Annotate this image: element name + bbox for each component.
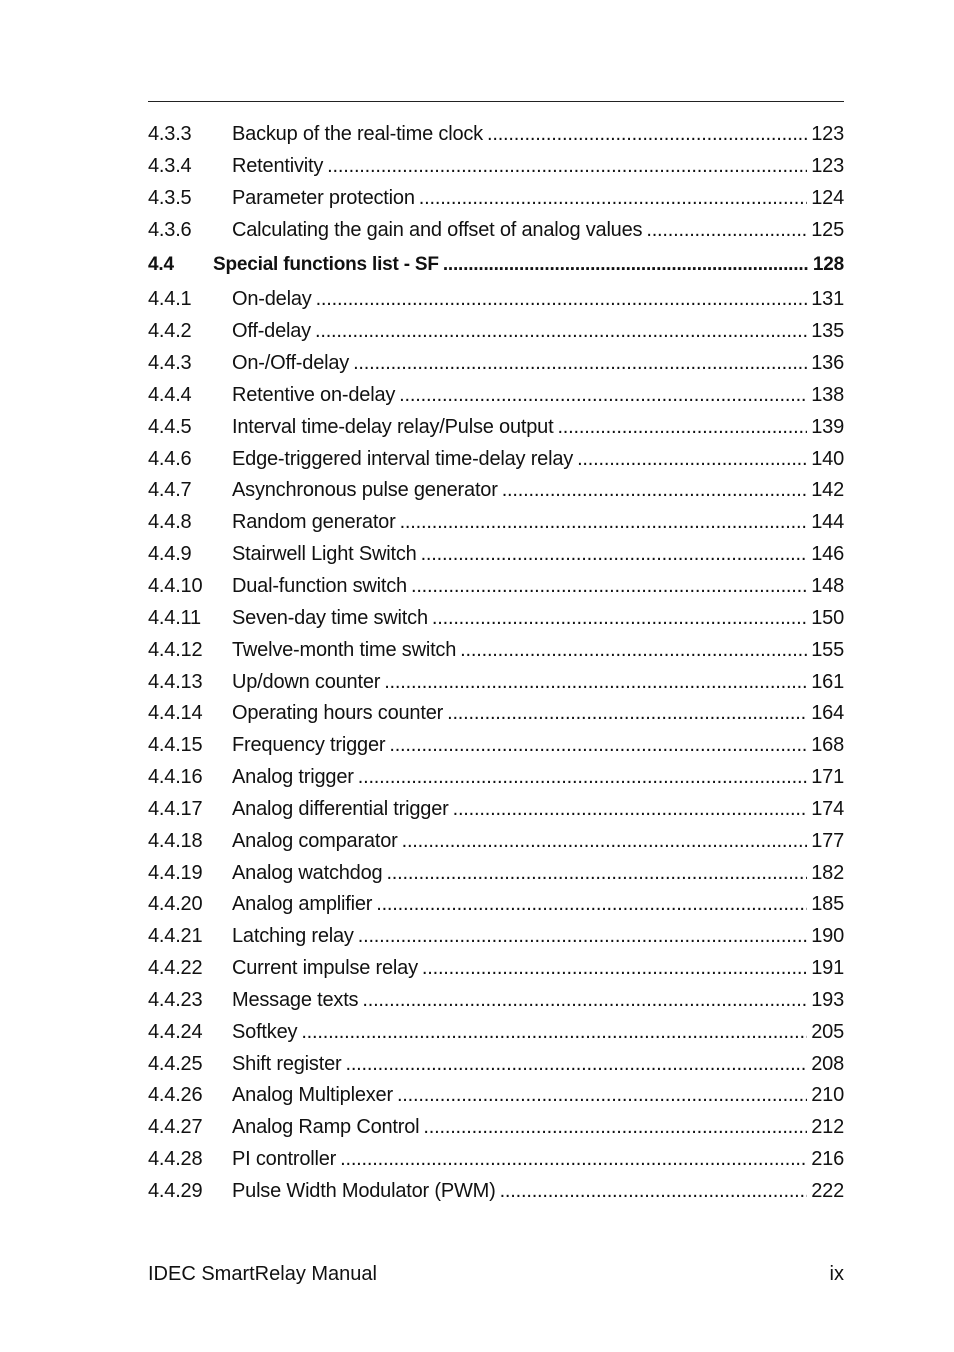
table-of-contents bbox=[148, 119, 844, 1208]
toc-entry[interactable] bbox=[148, 1112, 844, 1144]
toc-entry-page: 135 bbox=[811, 320, 844, 343]
toc-entry[interactable] bbox=[148, 284, 844, 316]
toc-entry-number: 4.3.5 bbox=[148, 186, 192, 209]
toc-entry-page: 161 bbox=[811, 670, 844, 693]
toc-entry[interactable] bbox=[148, 119, 844, 151]
toc-entry-number: 4.4.24 bbox=[148, 1020, 203, 1043]
toc-entry-title: Pulse Width Modulator (PWM) bbox=[232, 1180, 496, 1202]
toc-entry-number: 4.4.13 bbox=[148, 670, 203, 693]
toc-entry-number: 4.4.4 bbox=[148, 383, 192, 406]
toc-entry-title: Analog trigger bbox=[232, 766, 354, 789]
toc-entry-page: 210 bbox=[811, 1084, 844, 1107]
toc-entry-number: 4.4.3 bbox=[148, 352, 192, 375]
toc-entry-title: Analog Ramp Control bbox=[232, 1116, 420, 1139]
toc-entry-title: Calculating the gain and offset of analog values bbox=[232, 218, 643, 241]
toc-entry-page: 125 bbox=[811, 218, 844, 241]
toc-dot-leader bbox=[301, 1017, 807, 1049]
toc-entry-title: Edge-triggered interval time-delay relay bbox=[232, 447, 574, 470]
toc-entry[interactable] bbox=[148, 667, 844, 699]
toc-entry-page: 182 bbox=[811, 861, 844, 884]
toc-entry[interactable] bbox=[148, 635, 844, 667]
toc-entry[interactable] bbox=[148, 794, 844, 826]
toc-entry-title: Retentive on-delay bbox=[232, 383, 396, 406]
toc-entry-page: 174 bbox=[811, 797, 844, 820]
toc-dot-leader bbox=[432, 603, 807, 635]
toc-dot-leader bbox=[399, 380, 807, 412]
toc-dot-leader bbox=[376, 889, 807, 921]
toc-dot-leader bbox=[453, 794, 808, 826]
toc-entry[interactable] bbox=[148, 858, 844, 890]
toc-entry-page: 193 bbox=[811, 988, 844, 1011]
header-rule bbox=[148, 101, 844, 102]
toc-entry[interactable] bbox=[148, 1049, 844, 1081]
toc-entry-number: 4.4.16 bbox=[148, 766, 203, 789]
toc-entry-number: 4.4.28 bbox=[148, 1148, 203, 1171]
toc-entry-page: 136 bbox=[811, 352, 844, 375]
toc-entry[interactable] bbox=[148, 507, 844, 539]
toc-entry[interactable] bbox=[148, 985, 844, 1017]
toc-entry-title: Softkey bbox=[232, 1020, 298, 1043]
toc-entry-number: 4.3.4 bbox=[148, 154, 192, 177]
toc-entry-title: PI controller bbox=[232, 1148, 337, 1171]
toc-entry-title: Parameter protection bbox=[232, 186, 415, 209]
toc-entry-number: 4.4.7 bbox=[148, 479, 192, 502]
toc-entry-title: Up/down counter bbox=[232, 670, 381, 693]
toc-dot-leader bbox=[315, 316, 807, 348]
toc-dot-leader bbox=[340, 1144, 807, 1176]
page-footer bbox=[148, 1260, 844, 1288]
toc-entry-page: 190 bbox=[811, 925, 844, 948]
toc-entry-page: 124 bbox=[811, 186, 844, 209]
toc-entry-number: 4.4.29 bbox=[148, 1180, 203, 1202]
toc-entry-title: Message texts bbox=[232, 988, 359, 1011]
toc-entry-title: Analog Multiplexer bbox=[232, 1084, 393, 1107]
toc-entry-number: 4.4.14 bbox=[148, 702, 203, 725]
toc-dot-leader bbox=[327, 151, 807, 183]
toc-entry-number: 4.3.6 bbox=[148, 218, 192, 241]
toc-entry-title: Asynchronous pulse generator bbox=[232, 479, 498, 502]
toc-dot-leader bbox=[447, 698, 807, 730]
toc-entry-page: 131 bbox=[811, 288, 844, 311]
toc-entry-page: 148 bbox=[811, 574, 844, 597]
toc-entry-number: 4.4.19 bbox=[148, 861, 203, 884]
toc-dot-leader bbox=[345, 1049, 807, 1081]
toc-entry-number: 4.4.18 bbox=[148, 829, 203, 852]
toc-entry[interactable] bbox=[148, 1080, 844, 1112]
toc-entry-title: Twelve-month time switch bbox=[232, 638, 457, 661]
toc-entry-title: Backup of the real-time clock bbox=[232, 123, 483, 145]
toc-entry-page: 191 bbox=[811, 957, 844, 980]
toc-entry-page: 216 bbox=[811, 1148, 844, 1171]
toc-dot-leader bbox=[460, 635, 807, 667]
toc-entry-title: Analog watchdog bbox=[232, 861, 383, 884]
toc-entry-number: 4.4.5 bbox=[148, 415, 192, 438]
footer-page-number: ix bbox=[829, 1263, 844, 1285]
toc-dot-leader bbox=[577, 444, 807, 476]
toc-entry-page: 144 bbox=[811, 511, 844, 534]
toc-dot-leader bbox=[487, 119, 807, 151]
toc-entry[interactable] bbox=[148, 475, 844, 507]
toc-entry-number: 4.4.1 bbox=[148, 288, 192, 311]
toc-entry[interactable] bbox=[148, 603, 844, 635]
toc-dot-leader bbox=[411, 571, 807, 603]
toc-dot-leader bbox=[423, 1112, 807, 1144]
toc-dot-leader bbox=[557, 412, 807, 444]
toc-dot-leader bbox=[358, 921, 807, 953]
toc-entry-page: 205 bbox=[811, 1020, 844, 1043]
toc-entry-page: 123 bbox=[811, 123, 844, 145]
toc-dot-leader bbox=[384, 667, 807, 699]
toc-entry-title: Analog comparator bbox=[232, 829, 398, 852]
toc-entry-title: Shift register bbox=[232, 1052, 342, 1075]
toc-entry-title: On-delay bbox=[232, 288, 312, 311]
toc-entry-number: 4.4.2 bbox=[148, 320, 192, 343]
toc-entry-title: Analog amplifier bbox=[232, 893, 373, 916]
toc-dot-leader bbox=[502, 475, 808, 507]
toc-section-entry[interactable] bbox=[148, 243, 844, 287]
toc-entry-page: 212 bbox=[811, 1116, 844, 1139]
toc-entry[interactable] bbox=[148, 348, 844, 380]
toc-entry-page: 146 bbox=[811, 543, 844, 566]
toc-entry-page: 123 bbox=[811, 154, 844, 177]
toc-entry-page: 142 bbox=[811, 479, 844, 502]
toc-entry[interactable] bbox=[148, 444, 844, 476]
toc-entry[interactable] bbox=[148, 1144, 844, 1176]
toc-entry-number: 4.4 bbox=[148, 254, 174, 276]
toc-entry-title: Latching relay bbox=[232, 925, 354, 948]
toc-dot-leader bbox=[419, 183, 807, 215]
toc-entry[interactable] bbox=[148, 1176, 844, 1208]
footer-manual-title: IDEC SmartRelay Manual bbox=[148, 1263, 377, 1285]
toc-entry-title: Operating hours counter bbox=[232, 702, 444, 725]
toc-dot-leader bbox=[443, 243, 809, 287]
toc-entry-number: 4.4.22 bbox=[148, 957, 203, 980]
toc-entry-page: 185 bbox=[811, 893, 844, 916]
toc-entry-page: 168 bbox=[811, 734, 844, 757]
toc-entry-number: 4.4.17 bbox=[148, 797, 203, 820]
toc-entry-page: 155 bbox=[811, 638, 844, 661]
toc-entry-title: On-/Off-delay bbox=[232, 352, 350, 375]
toc-entry-number: 4.3.3 bbox=[148, 123, 192, 145]
toc-entry-title: Interval time-delay relay/Pulse output bbox=[232, 415, 554, 438]
toc-entry-page: 222 bbox=[811, 1180, 844, 1202]
toc-dot-leader bbox=[500, 1176, 808, 1208]
toc-dot-leader bbox=[421, 539, 808, 571]
toc-entry[interactable] bbox=[148, 151, 844, 183]
toc-entry[interactable] bbox=[148, 571, 844, 603]
toc-entry[interactable] bbox=[148, 921, 844, 953]
toc-entry[interactable] bbox=[148, 215, 844, 247]
toc-dot-leader bbox=[400, 507, 808, 539]
toc-entry[interactable] bbox=[148, 1017, 844, 1049]
toc-entry[interactable] bbox=[148, 730, 844, 762]
toc-entry-page: 177 bbox=[811, 829, 844, 852]
toc-entry-number: 4.4.6 bbox=[148, 447, 192, 470]
toc-entry-number: 4.4.8 bbox=[148, 511, 192, 534]
toc-entry[interactable] bbox=[148, 316, 844, 348]
toc-entry-title: Current impulse relay bbox=[232, 957, 418, 980]
toc-entry[interactable] bbox=[148, 826, 844, 858]
toc-entry-page: 139 bbox=[811, 415, 844, 438]
toc-entry-number: 4.4.9 bbox=[148, 543, 192, 566]
toc-dot-leader bbox=[389, 730, 807, 762]
toc-entry-title: Seven-day time switch bbox=[232, 606, 428, 629]
toc-dot-leader bbox=[353, 348, 807, 380]
toc-dot-leader bbox=[646, 215, 807, 247]
toc-dot-leader bbox=[362, 985, 807, 1017]
toc-entry-number: 4.4.20 bbox=[148, 893, 203, 916]
toc-dot-leader bbox=[397, 1080, 807, 1112]
toc-entry-page: 150 bbox=[811, 606, 844, 629]
toc-entry-number: 4.4.23 bbox=[148, 988, 203, 1011]
toc-entry-page: 140 bbox=[811, 447, 844, 470]
toc-dot-leader bbox=[422, 953, 807, 985]
toc-entry[interactable] bbox=[148, 889, 844, 921]
toc-dot-leader bbox=[358, 762, 807, 794]
toc-entry-title: Special functions list - SF bbox=[213, 254, 439, 276]
toc-entry-title: Analog differential trigger bbox=[232, 797, 449, 820]
toc-entry-title: Stairwell Light Switch bbox=[232, 543, 417, 566]
toc-entry-number: 4.4.27 bbox=[148, 1116, 203, 1139]
toc-entry-number: 4.4.11 bbox=[148, 606, 201, 629]
toc-entry-title: Retentivity bbox=[232, 154, 324, 177]
toc-entry-number: 4.4.21 bbox=[148, 925, 203, 948]
toc-entry-page: 138 bbox=[811, 383, 844, 406]
toc-entry[interactable] bbox=[148, 539, 844, 571]
toc-entry[interactable] bbox=[148, 183, 844, 215]
toc-entry-number: 4.4.12 bbox=[148, 638, 203, 661]
toc-entry-title: Dual-function switch bbox=[232, 574, 407, 597]
toc-dot-leader bbox=[402, 826, 808, 858]
toc-dot-leader bbox=[316, 284, 808, 316]
toc-entry-number: 4.4.10 bbox=[148, 574, 203, 597]
toc-entry[interactable] bbox=[148, 380, 844, 412]
toc-entry-page: 164 bbox=[811, 702, 844, 725]
toc-entry[interactable] bbox=[148, 762, 844, 794]
toc-entry[interactable] bbox=[148, 412, 844, 444]
toc-entry-page: 208 bbox=[811, 1052, 844, 1075]
toc-entry-number: 4.4.25 bbox=[148, 1052, 203, 1075]
toc-entry[interactable] bbox=[148, 698, 844, 730]
toc-entry-page: 171 bbox=[811, 766, 844, 789]
toc-entry-page: 128 bbox=[812, 254, 844, 276]
toc-entry[interactable] bbox=[148, 953, 844, 985]
toc-dot-leader bbox=[386, 858, 807, 890]
toc-entry-title: Frequency trigger bbox=[232, 734, 386, 757]
toc-entry-number: 4.4.15 bbox=[148, 734, 203, 757]
toc-entry-title: Random generator bbox=[232, 511, 396, 534]
toc-entry-number: 4.4.26 bbox=[148, 1084, 203, 1107]
toc-entry-title: Off-delay bbox=[232, 320, 311, 343]
